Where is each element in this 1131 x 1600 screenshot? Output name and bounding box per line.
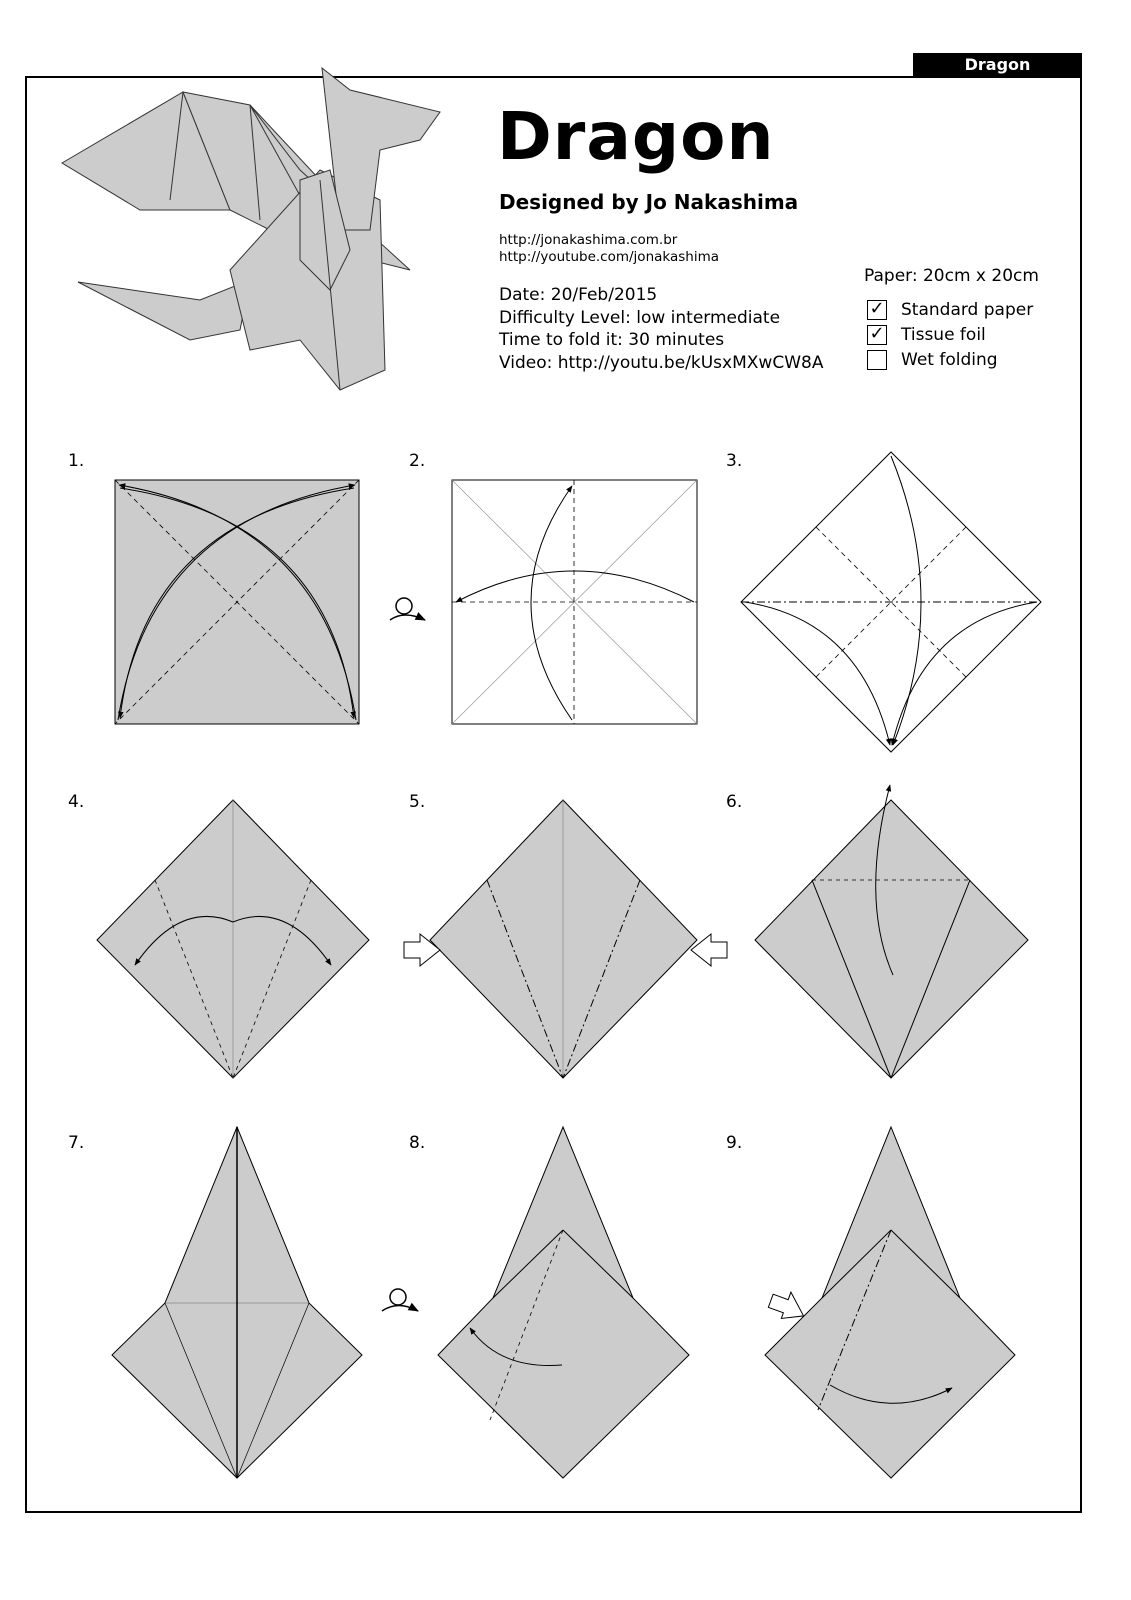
step-number: 9. bbox=[726, 1133, 743, 1153]
difficulty: Difficulty Level: low intermediate bbox=[499, 307, 781, 328]
step-5-diagram bbox=[404, 800, 727, 1078]
date: Date: 20/Feb/2015 bbox=[499, 285, 658, 305]
step-3-diagram bbox=[741, 452, 1041, 752]
youtube-link[interactable]: http://youtube.com/jonakashima bbox=[499, 249, 720, 265]
step-number: 7. bbox=[68, 1133, 85, 1153]
page-tab: Dragon bbox=[913, 53, 1082, 76]
step-number: 1. bbox=[68, 451, 85, 471]
links bbox=[499, 232, 719, 266]
step-number: 6. bbox=[726, 792, 743, 812]
checkbox-checked-icon[interactable]: ✓ bbox=[867, 325, 887, 345]
page-title: Dragon bbox=[497, 98, 775, 175]
time-to-fold: Time to fold it: 30 minutes bbox=[499, 330, 725, 350]
step-7-diagram bbox=[112, 1127, 362, 1478]
step-9-diagram bbox=[765, 1127, 1015, 1478]
step-6-diagram bbox=[755, 785, 1028, 1078]
video-link[interactable]: Video: http://youtu.be/kUsxMXwCW8A bbox=[499, 352, 824, 373]
step-8-diagram bbox=[438, 1127, 689, 1478]
option-tissue-foil[interactable]: ✓ Tissue foil bbox=[867, 322, 1033, 347]
dragon-illustration bbox=[62, 68, 440, 390]
step-number: 3. bbox=[726, 451, 743, 471]
option-wet-folding[interactable]: Wet folding bbox=[867, 347, 1033, 372]
checkbox-empty-icon[interactable] bbox=[867, 350, 887, 370]
paper-options bbox=[867, 297, 1033, 372]
checkbox-checked-icon[interactable]: ✓ bbox=[867, 300, 887, 320]
turn-over-icon bbox=[390, 598, 425, 620]
option-standard-paper[interactable]: ✓ Standard paper bbox=[867, 297, 1033, 322]
step-2-diagram bbox=[452, 480, 697, 724]
details bbox=[499, 284, 823, 374]
step-4-diagram bbox=[97, 800, 369, 1078]
step-number: 5. bbox=[409, 792, 426, 812]
turn-over-icon bbox=[382, 1289, 418, 1311]
step-number: 8. bbox=[409, 1133, 426, 1153]
step-number: 2. bbox=[409, 451, 426, 471]
website-link[interactable]: http://jonakashima.com.br bbox=[499, 232, 678, 248]
designer-credit: Designed by Jo Nakashima bbox=[499, 190, 799, 214]
paper-size: Paper: 20cm x 20cm bbox=[864, 266, 1039, 286]
step-1-diagram bbox=[115, 480, 359, 724]
step-number: 4. bbox=[68, 792, 85, 812]
